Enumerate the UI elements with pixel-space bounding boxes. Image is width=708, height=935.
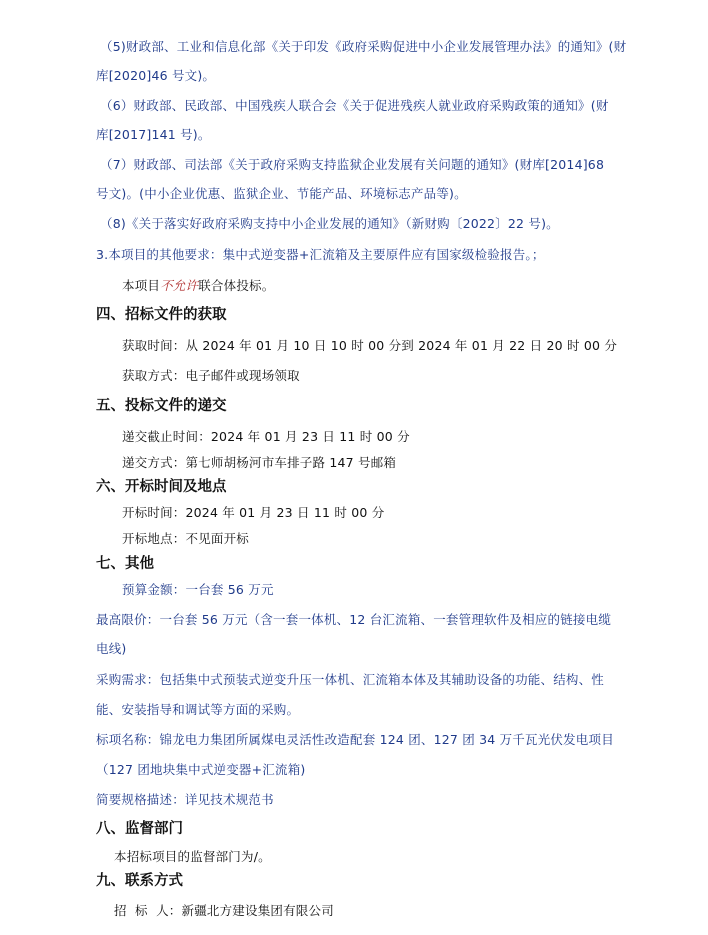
section-4-title: 四、招标文件的获取: [96, 307, 227, 323]
section-7-title: 七、其他: [96, 556, 154, 572]
spec-description: 简要规格描述：详见技术规范书: [96, 792, 274, 807]
section-8-title: 八、监督部门: [96, 821, 183, 837]
policy-item-6-line2: 库[2017]141 号)。: [96, 127, 211, 142]
lot-name-line1: 标项名称：锦龙电力集团所属煤电灵活性改造配套 124 团、127 团 34 万千瓦光伏发电项目: [96, 732, 614, 747]
acquisition-time: 获取时间：从 2024 年 01 月 10 日 10 时 00 分到 2024 年 01 月 22 日 20 时 00 分: [122, 338, 618, 353]
submission-method: 递交方式：第七师胡杨河市车排子路 147 号邮箱: [122, 455, 397, 470]
tenderer-line: 招 标 人：新疆北方建设集团有限公司: [114, 903, 334, 918]
consortium-suffix: 联合体投标。: [198, 278, 275, 293]
supervision-text: 本招标项目的监督部门为/。: [114, 849, 271, 864]
policy-item-8: （8)《关于落实好政府采购支持中小企业发展的通知》（新财购〔2022〕22 号)。: [100, 216, 559, 231]
policy-item-7-line2: 号文)。(中小企业优惠、监狱企业、节能产品、环境标志产品等)。: [96, 186, 467, 201]
submission-deadline: 递交截止时间：2024 年 01 月 23 日 11 时 00 分: [122, 429, 410, 444]
policy-item-5-line2: 库[2020]46 号文)。: [96, 68, 216, 83]
section-6-title: 六、开标时间及地点: [96, 479, 227, 495]
policy-item-5-line1: （5)财政部、工业和信息化部《关于印发《政府采购促进中小企业发展管理办法》的通知》(财: [100, 39, 627, 54]
opening-place: 开标地点：不见面开标: [122, 531, 250, 546]
section-9-title: 九、联系方式: [96, 873, 183, 889]
section-5-title: 五、投标文件的递交: [96, 398, 227, 414]
policy-item-7-line1: （7）财政部、司法部《关于政府采购支持监狱企业发展有关问题的通知》(财库[2014]68: [100, 157, 605, 172]
consortium-mark: 不允许: [160, 278, 199, 293]
procurement-needs-line2: 能、安装指导和调试等方面的采购。: [96, 702, 300, 717]
lot-name-line2: （127 团地块集中式逆变器+汇流箱): [96, 762, 306, 777]
consortium-statement: [122, 278, 274, 294]
policy-item-6-line1: （6）财政部、民政部、中国残疾人联合会《关于促进残疾人就业政府采购政策的通知》(财: [100, 98, 609, 113]
max-price-line2: 电线): [96, 641, 127, 656]
budget-amount: 预算金额：一台套 56 万元: [122, 582, 274, 597]
consortium-prefix: 本项目: [122, 278, 161, 293]
opening-time: 开标时间：2024 年 01 月 23 日 11 时 00 分: [122, 505, 385, 520]
procurement-needs-line1: 采购需求：包括集中式预装式逆变升压一体机、汇流箱本体及其辅助设备的功能、结构、性: [96, 672, 605, 687]
other-requirements: 3.本项目的其他要求：集中式逆变器+汇流箱及主要原件应有国家级检验报告。；: [96, 247, 545, 262]
max-price-line1: 最高限价：一台套 56 万元（含一套一体机、12 台汇流箱、一套管理软件及相应的链接电缆: [96, 612, 612, 627]
acquisition-method: 获取方式：电子邮件或现场领取: [122, 368, 300, 383]
